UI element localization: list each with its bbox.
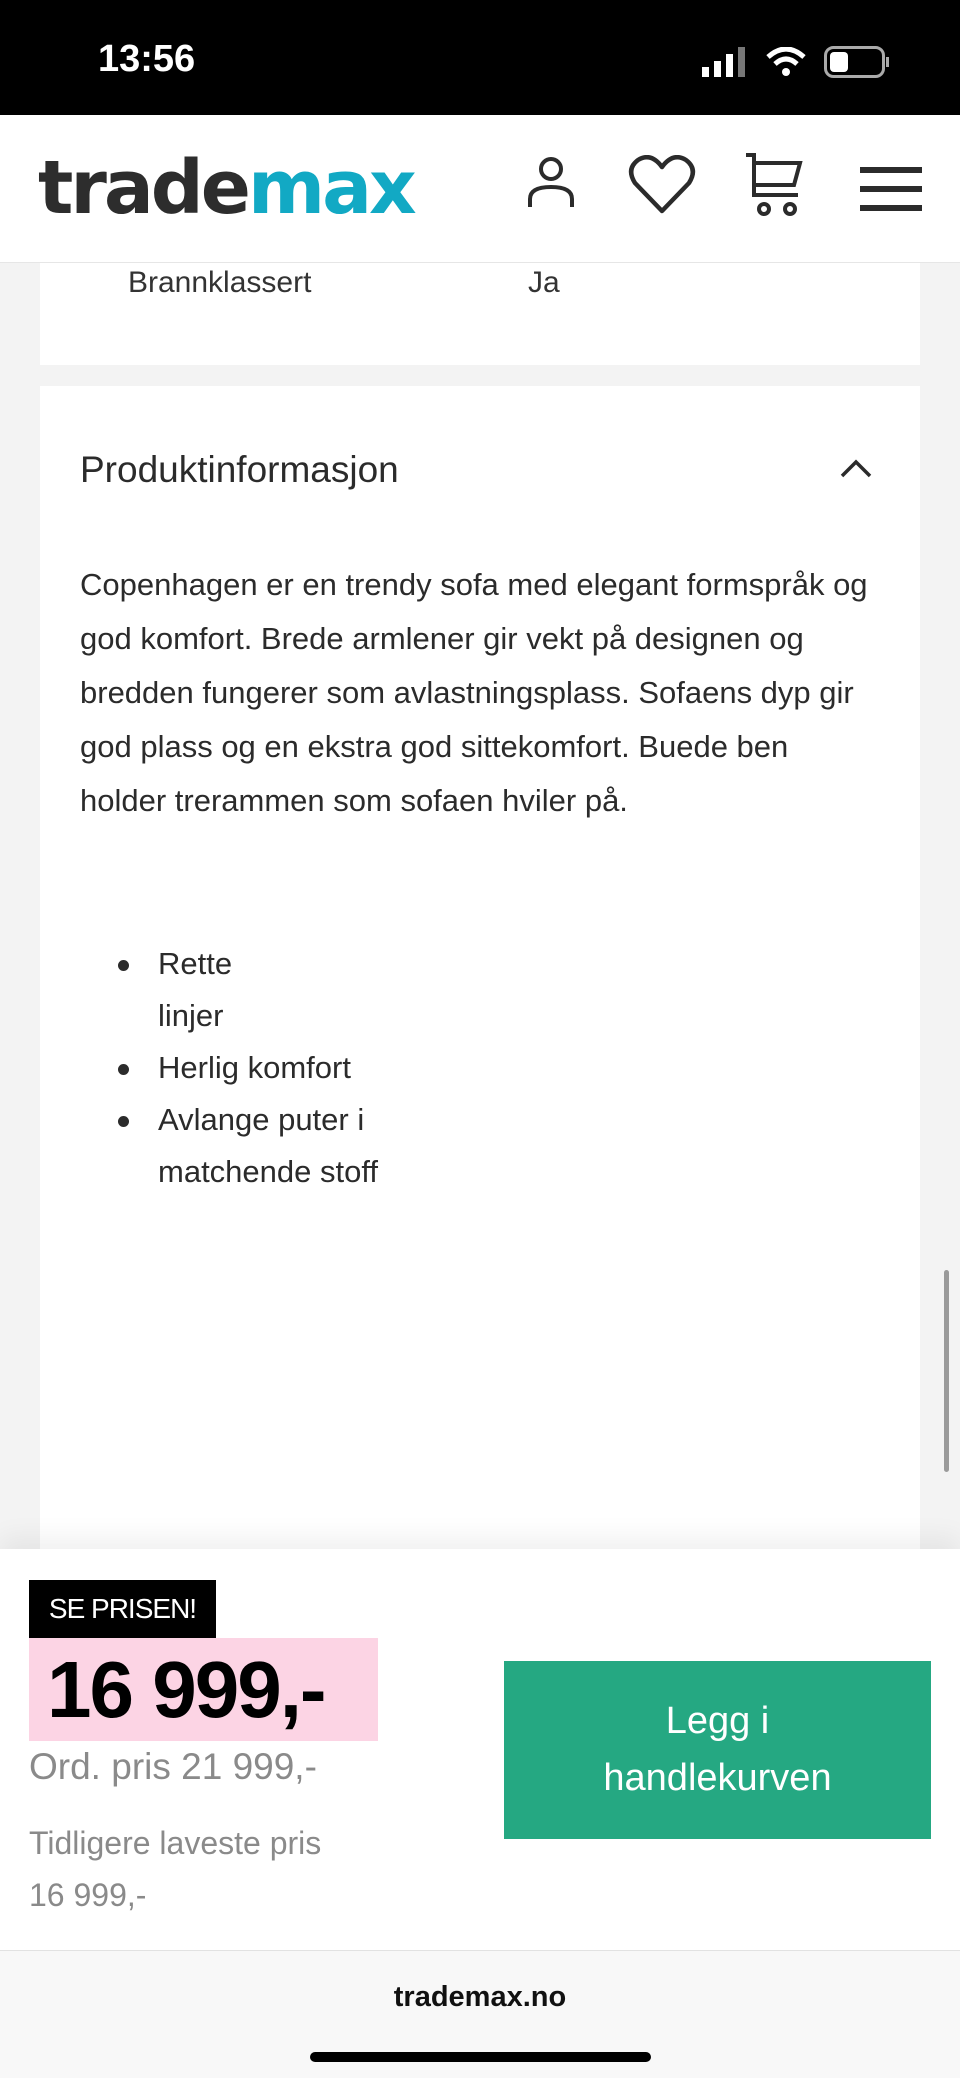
battery-icon — [824, 46, 890, 78]
chevron-up-icon[interactable] — [838, 456, 874, 480]
ordinary-price: Ord. pris 21 999,- — [29, 1746, 317, 1787]
feature-item: Avlange puter i matchende stoff — [80, 1094, 460, 1198]
add-to-cart-button[interactable] — [504, 1661, 931, 1839]
product-info-accordion — [40, 386, 920, 1566]
wishlist-heart-icon[interactable] — [628, 155, 696, 215]
add-to-cart-label: Legg i handlekurven — [603, 1700, 832, 1799]
buy-bar — [0, 1549, 960, 1950]
product-description: Copenhagen er en trendy sofa med elegant formspråk og god komfort. Brede armlener gir vekt på designen og bredden fungerer som avlastningsplass. Sofaens dyp gir god plass og en ekstra god sittekomfort. Buede ben holder trerammen som sofaen hviler på. — [80, 567, 868, 818]
spec-label: Brannklassert — [128, 266, 312, 299]
site-header — [0, 115, 960, 263]
scrollbar[interactable] — [944, 1270, 949, 1472]
accordion-content — [80, 558, 880, 1198]
account-icon[interactable] — [526, 155, 576, 211]
status-time: 13:56 — [98, 38, 196, 80]
wifi-icon — [766, 47, 806, 77]
previous-lowest-price — [29, 1817, 449, 1921]
price-badge: SE PRISEN! — [29, 1580, 216, 1638]
feature-item: Rette linjer — [80, 938, 280, 1042]
menu-icon[interactable] — [860, 167, 922, 211]
previous-lowest-value: 16 999,- — [29, 1877, 147, 1913]
cart-icon[interactable] — [744, 151, 804, 219]
feature-item: Herlig komfort — [80, 1042, 480, 1094]
feature-list — [80, 938, 880, 1198]
accordion-title[interactable]: Produktinformasjon — [80, 449, 399, 490]
current-price: 16 999,- — [29, 1638, 378, 1741]
url-field[interactable]: trademax.no — [393, 1981, 567, 2013]
home-indicator[interactable] — [310, 2052, 651, 2062]
browser-bar — [0, 1950, 960, 2078]
spec-value: Ja — [528, 266, 560, 299]
trademax-logo[interactable]: trademax — [38, 145, 414, 231]
status-bar — [0, 0, 960, 115]
signal-icon — [702, 47, 748, 77]
previous-lowest-label: Tidligere laveste pris — [29, 1825, 322, 1861]
specs-card — [40, 250, 920, 365]
